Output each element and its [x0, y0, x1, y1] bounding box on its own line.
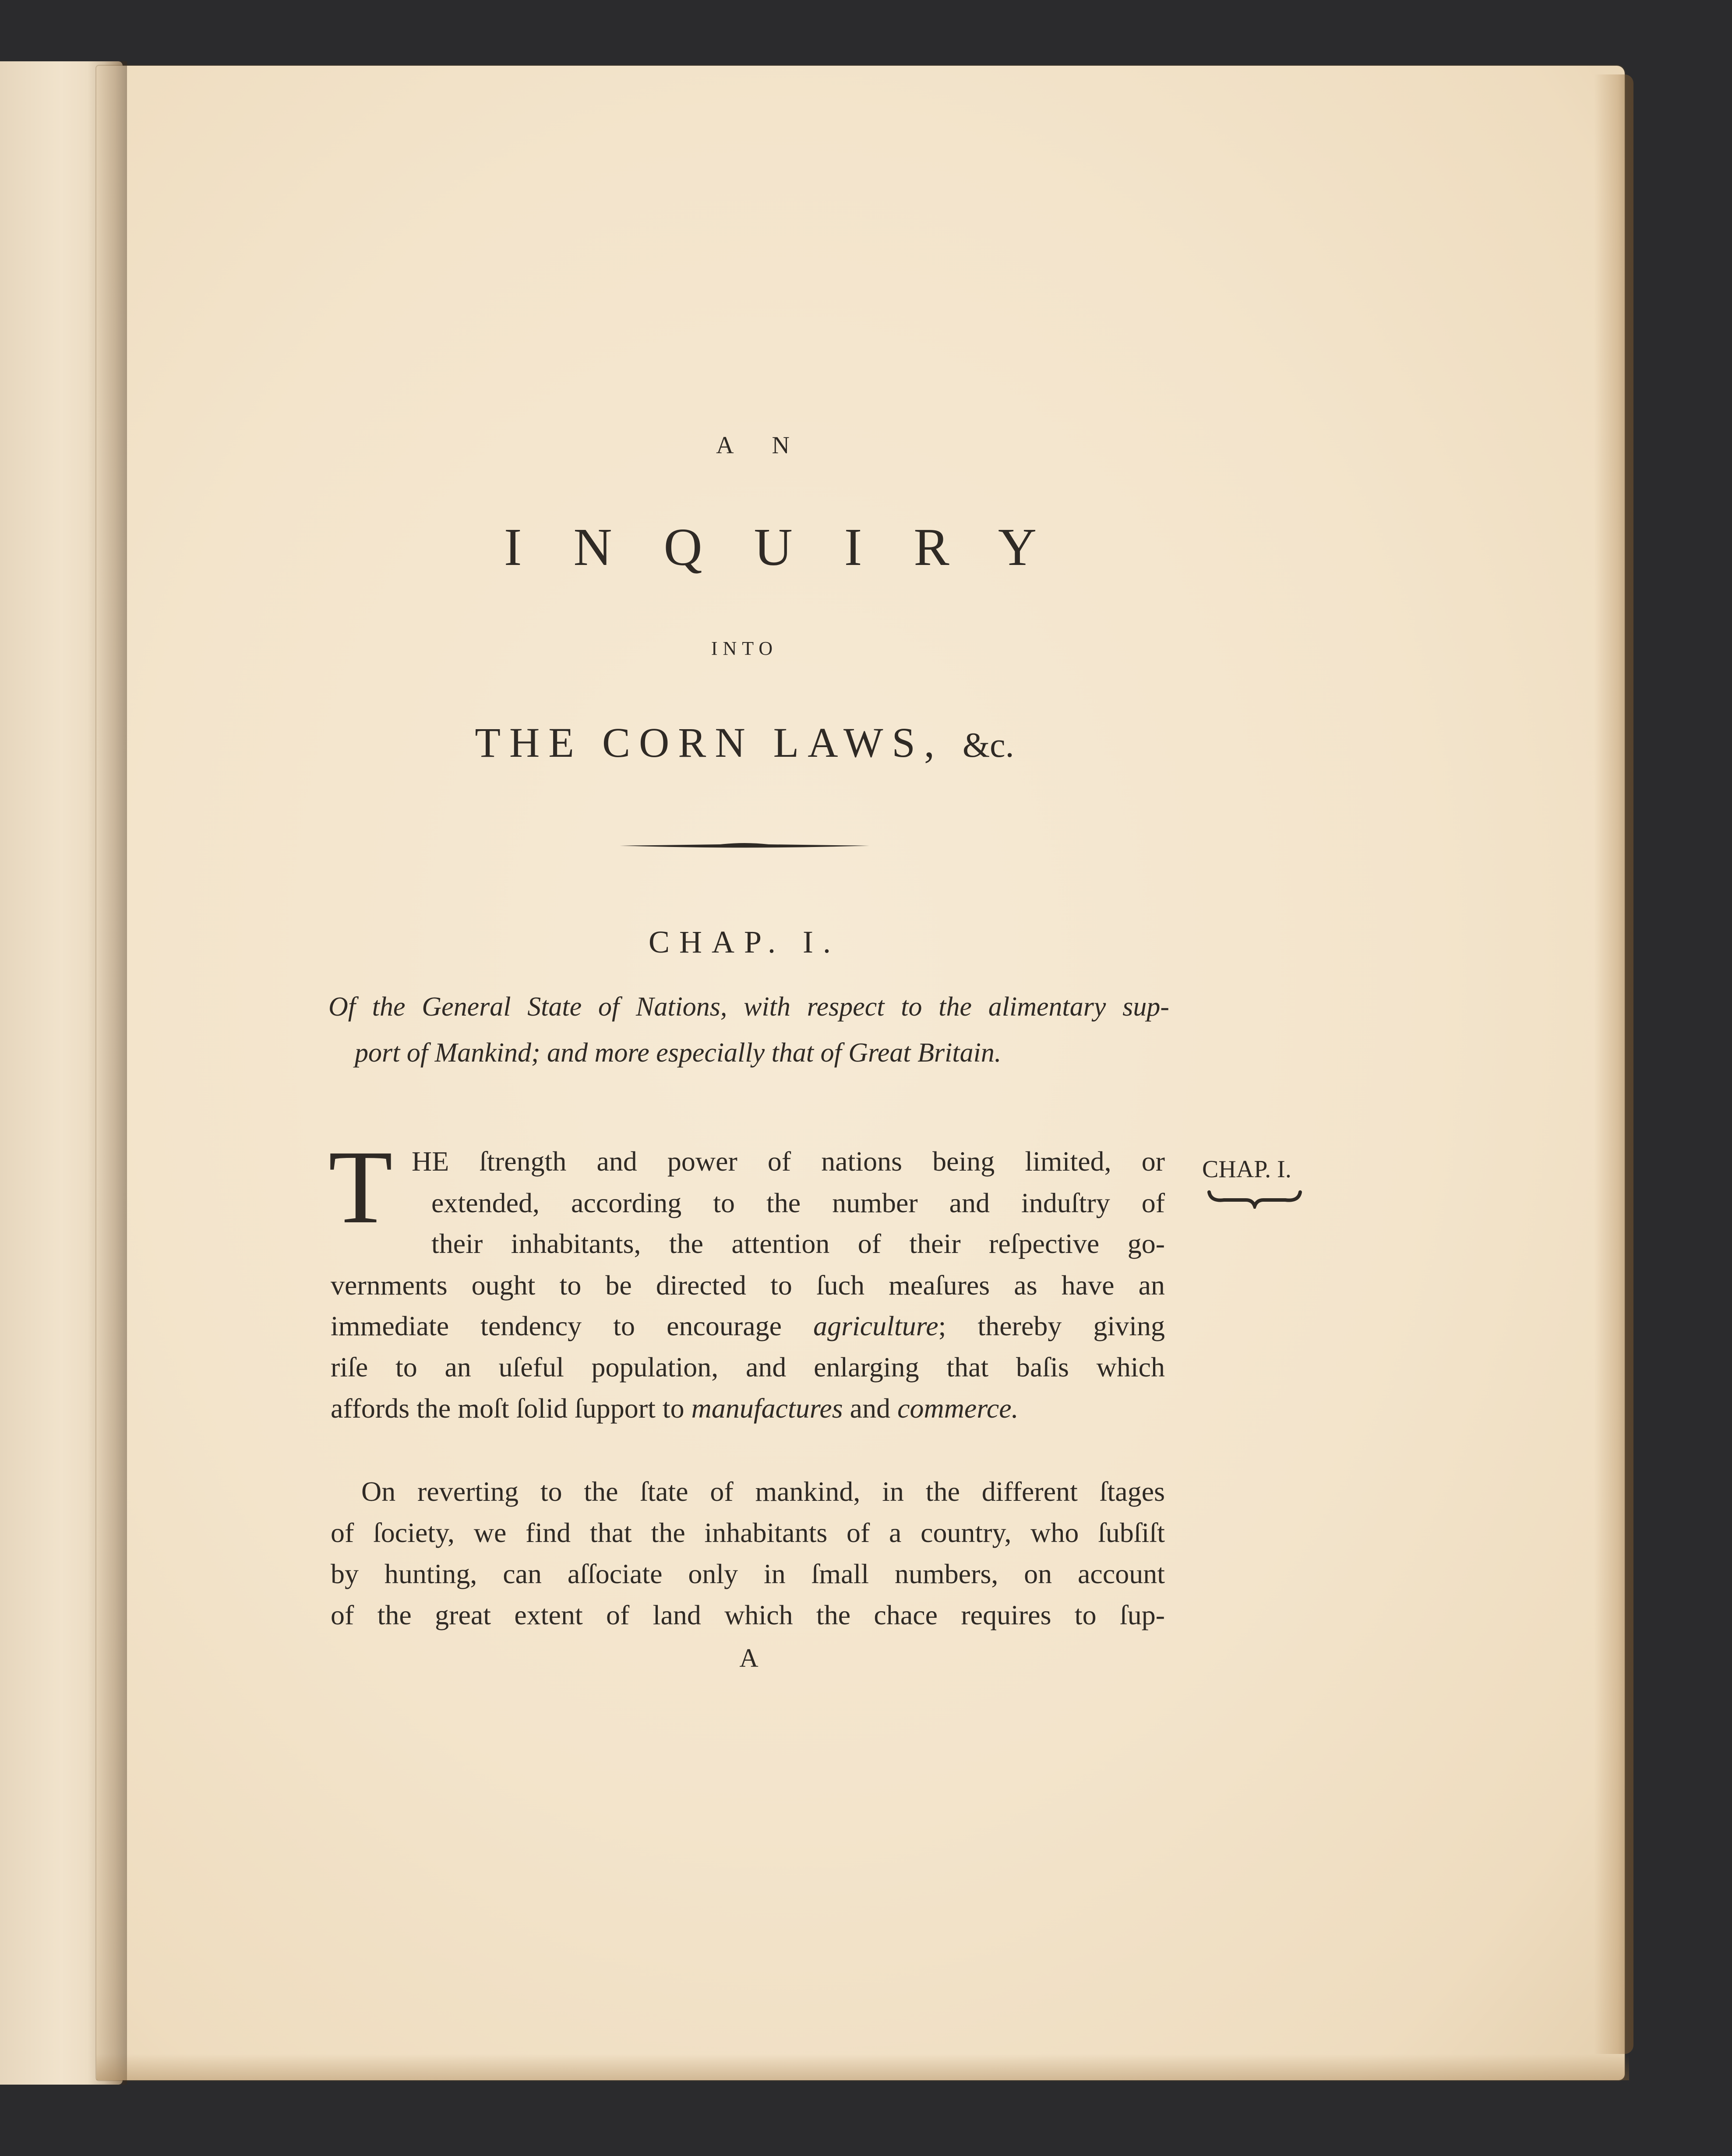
margin-note: CHAP. I. — [1202, 1156, 1291, 1183]
title-into: INTO — [711, 638, 778, 659]
paragraph2-line: of the great extent of land which the chace requires to ſup- — [331, 1599, 1165, 1630]
signature-mark: A — [739, 1644, 758, 1673]
paragraph1-line — [331, 1394, 1132, 1422]
page-edge-right — [1594, 74, 1633, 2054]
paragraph2-line: On reverting to the ſtate of mankind, in the different ſtages — [361, 1476, 1165, 1507]
chapter-subtitle-line1: Of the General State of Nations, with respect to the alimentary sup- — [328, 992, 1169, 1022]
title-subject: THE CORN LAWS, — [475, 719, 943, 766]
book-page — [96, 66, 1625, 2080]
paragraph1-line — [331, 1312, 1165, 1340]
title-corn-laws — [0, 718, 1489, 767]
italic-word-agriculture: agriculture — [813, 1310, 938, 1341]
title-inquiry: INQUIRY — [504, 518, 1089, 577]
paragraph1-line: HE ſtrength and power of nations being limited, or — [412, 1146, 1165, 1177]
text-span: affords the moſt ſolid ſupport to — [331, 1393, 691, 1424]
paragraph1-line: extended, according to the number and induſtry of — [431, 1187, 1165, 1218]
paragraph1-line: vernments ought to be directed to ſuch meaſures as have an — [331, 1270, 1165, 1301]
paragraph2-line: by hunting, can aſſociate only in ſmall numbers, on account — [331, 1558, 1165, 1589]
chapter-subtitle-line2: port of Mankind; and more especially that of Great Britain. — [355, 1038, 1002, 1068]
ornamental-rule — [620, 841, 869, 850]
margin-brace — [1206, 1187, 1303, 1209]
gutter-shadow — [88, 61, 127, 2085]
text-span: and — [843, 1393, 898, 1424]
text-span: ; thereby giving — [938, 1310, 1165, 1341]
italic-word-commerce: commerce. — [897, 1393, 1019, 1424]
italic-word-manufactures: manufactures — [691, 1393, 843, 1424]
text-span: immediate tendency to encourage — [331, 1310, 814, 1341]
paragraph1-line: riſe to an uſeful population, and enlarging that baſis which — [331, 1351, 1165, 1383]
title-an: A N — [716, 432, 806, 459]
paragraph1-line: their inhabitants, the attention of their reſpective go- — [431, 1228, 1165, 1259]
paragraph2-line: of ſociety, we find that the inhabitants of a country, who ſubſiſt — [331, 1517, 1165, 1548]
title-etc: &c. — [962, 726, 1014, 765]
page-edge-bottom — [96, 2054, 1629, 2080]
drop-cap: T — [328, 1129, 393, 1245]
chapter-heading: CHAP. I. — [648, 925, 841, 960]
